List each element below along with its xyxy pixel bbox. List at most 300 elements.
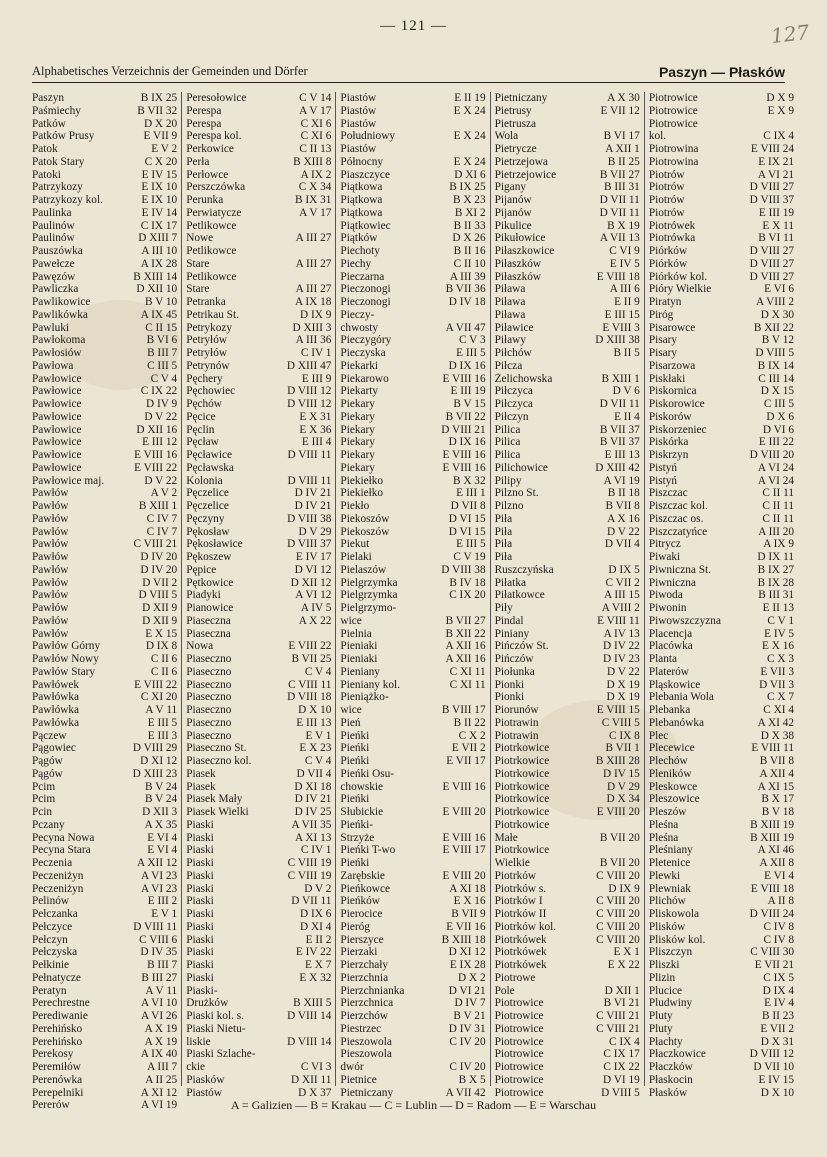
place-name: Piekło bbox=[340, 500, 370, 512]
map-code: C IX 17 bbox=[140, 219, 178, 232]
place-name: Piotrkowice bbox=[494, 767, 550, 780]
index-entry bbox=[32, 296, 177, 309]
place-name: Małe bbox=[494, 831, 518, 844]
place-name: Piotrkowice bbox=[494, 793, 550, 806]
place-name: Pisary bbox=[648, 334, 678, 347]
map-code: D IX 16 bbox=[448, 436, 486, 449]
map-code: A III 20 bbox=[758, 525, 795, 538]
place-name: Południowy bbox=[340, 130, 396, 143]
place-name: Piwonin bbox=[648, 602, 687, 614]
map-code: C II 6 bbox=[150, 653, 178, 665]
place-name: Piastów bbox=[340, 117, 377, 130]
place-name: Płachty bbox=[648, 1035, 683, 1048]
place-name: Pcin bbox=[32, 806, 53, 818]
place-name: Petrynów bbox=[186, 359, 230, 372]
index-entry bbox=[340, 704, 485, 717]
map-code bbox=[329, 462, 331, 475]
index-entry bbox=[186, 653, 331, 666]
index-column bbox=[182, 92, 336, 1099]
place-name: Piaski kol. s. bbox=[186, 1010, 244, 1022]
place-name: Pętkowice bbox=[186, 576, 234, 589]
place-name: Pleskowce bbox=[648, 780, 698, 793]
index-entry bbox=[32, 908, 177, 921]
place-name: Piotrków II bbox=[494, 908, 547, 920]
place-name: Piórków bbox=[648, 257, 688, 270]
map-code: E VII 21 bbox=[754, 959, 795, 971]
index-entry bbox=[495, 258, 640, 271]
index-entry bbox=[649, 921, 794, 934]
place-name: Piłchów bbox=[494, 347, 532, 359]
index-entry bbox=[495, 870, 640, 883]
index-entry bbox=[186, 997, 331, 1010]
place-name: Piniany bbox=[494, 627, 530, 640]
place-name: Petryłów bbox=[186, 347, 227, 359]
index-entry bbox=[649, 449, 794, 462]
place-name: Piątkowa bbox=[340, 206, 383, 219]
map-code: D VIII 11 bbox=[287, 449, 332, 461]
place-name: Pierzchnica bbox=[340, 997, 394, 1010]
map-code: D VII 10 bbox=[753, 1061, 795, 1073]
index-entry bbox=[495, 513, 640, 526]
place-name: Pietrusza bbox=[494, 117, 537, 130]
map-code bbox=[329, 220, 331, 233]
index-entry bbox=[340, 908, 485, 921]
map-code: C IX 8 bbox=[609, 729, 640, 742]
index-entry bbox=[186, 1061, 331, 1074]
index-entry bbox=[495, 1036, 640, 1049]
place-name: Piekut bbox=[340, 538, 370, 551]
map-code: A XI 18 bbox=[449, 882, 486, 895]
place-name: Piaseczno bbox=[186, 665, 232, 678]
map-code: E VIII 24 bbox=[750, 143, 795, 155]
place-name: Pawłosiów bbox=[32, 347, 82, 359]
index-entry bbox=[649, 334, 794, 347]
index-entry bbox=[649, 844, 794, 857]
map-code: C X 3 bbox=[767, 653, 795, 665]
map-code: C XI 11 bbox=[449, 678, 486, 691]
index-entry bbox=[495, 730, 640, 743]
map-code: D VIII 5 bbox=[601, 1086, 640, 1099]
place-name: Pawłowice bbox=[32, 385, 82, 398]
place-name: Piekarty bbox=[340, 385, 379, 398]
index-entry bbox=[649, 602, 794, 615]
index-entry bbox=[340, 207, 485, 220]
map-code: E VIII 16 bbox=[442, 372, 486, 385]
index-entry bbox=[32, 538, 177, 551]
place-name: Pielaki bbox=[340, 551, 372, 563]
map-code: C II 11 bbox=[762, 500, 795, 512]
map-code: D VIII 20 bbox=[749, 449, 795, 461]
index-entry bbox=[340, 666, 485, 679]
index-entry bbox=[495, 551, 640, 564]
map-code: D VIII 29 bbox=[132, 742, 178, 755]
place-name: Pierzchnia bbox=[340, 971, 389, 984]
map-code: E III 22 bbox=[758, 436, 795, 449]
index-entry bbox=[649, 679, 794, 692]
map-code: B XII 22 bbox=[445, 627, 486, 640]
place-name: Pawłowice bbox=[32, 423, 82, 436]
place-name: wice bbox=[340, 704, 362, 716]
map-code: A X 19 bbox=[144, 1022, 178, 1035]
index-entry bbox=[649, 538, 794, 551]
place-name: Perechrestne bbox=[32, 997, 90, 1010]
index-entry bbox=[186, 819, 331, 832]
place-name: Patków bbox=[32, 117, 66, 130]
place-name: Petryłów bbox=[186, 334, 227, 347]
map-code: C II 13 bbox=[299, 143, 332, 155]
map-code: C V 14 bbox=[299, 92, 332, 104]
index-entry bbox=[32, 781, 177, 794]
place-name: Pawłów bbox=[32, 602, 69, 614]
place-name: Piaski Szlache- bbox=[186, 1048, 256, 1061]
index-entry bbox=[32, 640, 177, 653]
index-entry bbox=[340, 819, 485, 832]
place-name: Piorunów bbox=[494, 704, 539, 716]
map-code: C III 5 bbox=[763, 398, 795, 410]
place-name: Piotrów bbox=[648, 194, 685, 206]
index-entry bbox=[649, 360, 794, 373]
index-entry bbox=[495, 424, 640, 437]
index-entry bbox=[340, 194, 485, 207]
index-entry bbox=[649, 1010, 794, 1023]
place-name: Pelinów bbox=[32, 895, 70, 908]
index-entry bbox=[32, 972, 177, 985]
index-entry bbox=[495, 844, 640, 857]
index-entry bbox=[340, 628, 485, 641]
index-entry bbox=[186, 972, 331, 985]
map-code: C V 4 bbox=[304, 755, 332, 767]
map-code: E IV 4 bbox=[764, 997, 795, 1010]
map-code: A XII 4 bbox=[759, 767, 795, 780]
place-name: Piątkowa bbox=[340, 181, 383, 194]
place-name: Pęcławska bbox=[186, 461, 234, 474]
index-entry bbox=[340, 551, 485, 564]
place-name: Piastów bbox=[186, 1086, 222, 1099]
index-entry bbox=[649, 819, 794, 832]
index-entry bbox=[340, 385, 485, 398]
map-code: B VII 8 bbox=[759, 755, 795, 767]
index-entry bbox=[649, 245, 794, 258]
place-name: Plisków bbox=[648, 920, 686, 933]
map-code: A XI 46 bbox=[757, 844, 795, 857]
index-entry bbox=[649, 513, 794, 526]
place-name: Pietrzejowa bbox=[494, 155, 548, 168]
place-name: Piłcza bbox=[494, 359, 523, 372]
place-name: Pole bbox=[494, 984, 515, 997]
index-entry bbox=[649, 666, 794, 679]
map-code: E VII 17 bbox=[446, 755, 486, 767]
place-name: Pełczyce bbox=[32, 920, 73, 933]
map-code: E VI 4 bbox=[147, 844, 178, 857]
map-code: B V 15 bbox=[453, 398, 486, 410]
place-name: Pleników bbox=[648, 767, 692, 780]
place-name: Pauszówka bbox=[32, 245, 83, 257]
place-name: Pękosław bbox=[186, 525, 230, 538]
index-entry bbox=[32, 1074, 177, 1087]
map-code: B X 5 bbox=[458, 1073, 486, 1086]
place-name: Piłatka bbox=[494, 576, 526, 589]
map-code: D VIII 37 bbox=[287, 538, 332, 551]
index-entry bbox=[495, 946, 640, 959]
index-entry bbox=[649, 487, 794, 500]
map-code: C IV 8 bbox=[763, 920, 795, 933]
map-code: E VIII 20 bbox=[596, 806, 640, 818]
place-name: Piaseczno bbox=[186, 653, 232, 665]
place-name: Piła bbox=[494, 538, 513, 551]
place-name: Pęczelice bbox=[186, 487, 229, 500]
map-code: D VII 11 bbox=[599, 206, 640, 219]
map-code: B XIII 28 bbox=[595, 755, 640, 767]
map-code: A IX 18 bbox=[295, 296, 332, 308]
place-name: Piskórka bbox=[648, 436, 689, 449]
index-entry bbox=[495, 487, 640, 500]
index-entry bbox=[340, 755, 485, 768]
map-code: C II 10 bbox=[453, 257, 486, 270]
map-code: E VII 2 bbox=[451, 742, 486, 755]
place-name: Nowe bbox=[186, 232, 214, 245]
map-code: D XII 3 bbox=[142, 806, 178, 818]
index-entry bbox=[495, 118, 640, 131]
place-name: Plichów bbox=[648, 895, 686, 908]
map-code: A II 25 bbox=[145, 1073, 178, 1086]
place-name: Pawłowa bbox=[32, 359, 74, 372]
place-name: Piwoda bbox=[648, 589, 683, 602]
index-entry bbox=[340, 883, 485, 896]
index-entry bbox=[495, 742, 640, 755]
index-entry bbox=[495, 819, 640, 832]
place-name: Piotrawin bbox=[494, 716, 539, 729]
index-column bbox=[28, 92, 182, 1112]
index-entry bbox=[649, 934, 794, 947]
map-code: C X 34 bbox=[298, 181, 332, 194]
place-name: Peremiłów bbox=[32, 1061, 81, 1073]
index-entry bbox=[186, 156, 331, 169]
map-code: D XIII 42 bbox=[595, 461, 640, 474]
map-code: B II 33 bbox=[453, 219, 486, 232]
map-code: D V 29 bbox=[606, 780, 640, 793]
map-code: B IX 27 bbox=[757, 563, 795, 576]
map-code: C II 15 bbox=[145, 321, 178, 334]
map-code: D X 34 bbox=[606, 793, 640, 806]
map-code: D VIII 37 bbox=[749, 194, 795, 206]
map-code: E VIII 16 bbox=[442, 461, 486, 474]
index-entry bbox=[340, 436, 485, 449]
map-code: D VIII 24 bbox=[749, 908, 795, 920]
place-name: Pieczyska bbox=[340, 347, 386, 359]
index-entry bbox=[186, 526, 331, 539]
place-name: Pawłowice bbox=[32, 436, 82, 449]
place-name: Pietrzejowice bbox=[494, 168, 557, 181]
place-name: Pawłowice bbox=[32, 398, 82, 410]
index-entry bbox=[495, 385, 640, 398]
map-code: D VIII 14 bbox=[287, 1010, 332, 1022]
place-name: Piekary bbox=[340, 423, 375, 436]
place-name: Pęcław bbox=[186, 436, 219, 449]
index-entry bbox=[340, 322, 485, 335]
place-name: Piechy bbox=[340, 257, 372, 270]
place-name: Pawłów bbox=[32, 576, 69, 589]
index-entry bbox=[340, 130, 485, 143]
map-code: B XI 2 bbox=[454, 206, 486, 219]
place-name: Pecyna Nowa bbox=[32, 831, 95, 844]
map-code: D XI 12 bbox=[140, 755, 178, 767]
place-name: Pieńków bbox=[340, 895, 380, 908]
map-code: E VIII 11 bbox=[597, 614, 640, 627]
map-code: A VII 42 bbox=[445, 1086, 486, 1099]
index-entry bbox=[32, 844, 177, 857]
place-name: Piaski bbox=[186, 959, 214, 971]
place-name: Piekoszów bbox=[340, 525, 390, 538]
place-name: Drużków bbox=[186, 997, 229, 1010]
map-code: D IX 9 bbox=[300, 308, 332, 321]
map-code: C XI 4 bbox=[763, 704, 795, 716]
map-code: B X 23 bbox=[452, 194, 486, 206]
index-entry bbox=[186, 513, 331, 526]
map-code: B IV 18 bbox=[449, 576, 486, 589]
map-code: B XIII 18 bbox=[441, 933, 486, 946]
map-code: E X 16 bbox=[453, 895, 486, 908]
place-name: Pieniany bbox=[340, 665, 380, 678]
index-entry bbox=[649, 564, 794, 577]
place-name: Pilica bbox=[494, 449, 521, 461]
index-entry bbox=[186, 640, 331, 653]
map-code: E V 2 bbox=[151, 143, 178, 155]
index-entry bbox=[32, 424, 177, 437]
index-entry bbox=[649, 462, 794, 475]
index-entry bbox=[495, 653, 640, 666]
place-name: Piotrowe bbox=[494, 971, 536, 984]
map-code: D VIII 38 bbox=[287, 512, 332, 525]
place-name: Pawliczka bbox=[32, 283, 79, 296]
index-entry bbox=[340, 220, 485, 233]
place-name: Pęczelice bbox=[186, 500, 229, 512]
place-name: Pielgrzymka bbox=[340, 589, 398, 602]
index-entry bbox=[495, 169, 640, 182]
index-entry bbox=[649, 169, 794, 182]
place-name: Piotrów bbox=[648, 181, 685, 194]
place-name: Pieńki T-wo bbox=[340, 844, 396, 857]
place-name: Pietnice bbox=[340, 1073, 377, 1086]
map-code: A IX 45 bbox=[140, 308, 178, 321]
map-code: A XI 42 bbox=[757, 716, 795, 729]
place-name: Piaski bbox=[186, 920, 214, 933]
index-entry bbox=[649, 105, 794, 118]
index-entry bbox=[495, 768, 640, 781]
place-name: Strzyże bbox=[340, 831, 375, 844]
index-entry bbox=[649, 373, 794, 386]
running-head bbox=[32, 60, 785, 83]
place-name: Pierzaki bbox=[340, 946, 378, 959]
index-column bbox=[336, 92, 490, 1099]
map-code: D VII 2 bbox=[142, 576, 178, 589]
place-name: Piątków bbox=[340, 232, 378, 245]
place-name: Piaski bbox=[186, 946, 214, 959]
index-entry bbox=[32, 666, 177, 679]
place-name: Pielaszów bbox=[340, 563, 387, 576]
map-code: E X 1 bbox=[613, 946, 640, 959]
index-entry bbox=[340, 181, 485, 194]
place-name: Piłatkowce bbox=[494, 589, 545, 602]
index-entry bbox=[186, 424, 331, 437]
map-code: D XII 10 bbox=[136, 283, 178, 296]
map-code: B VII 37 bbox=[599, 436, 640, 449]
index-entry bbox=[340, 245, 485, 258]
place-name: Piotrowice bbox=[494, 1035, 544, 1048]
index-entry bbox=[495, 475, 640, 488]
map-code: D V 22 bbox=[606, 525, 640, 538]
map-code: D VIII 5 bbox=[755, 347, 795, 359]
place-name: Pawłów bbox=[32, 627, 69, 640]
index-entry bbox=[340, 832, 485, 845]
index-entry bbox=[186, 449, 331, 462]
place-name: Placencja bbox=[648, 627, 693, 640]
place-name: Perła bbox=[186, 155, 210, 168]
index-entry bbox=[32, 347, 177, 360]
index-entry bbox=[495, 271, 640, 284]
place-name: Piła bbox=[494, 512, 513, 525]
map-code: D VIII 12 bbox=[749, 1048, 795, 1061]
index-entry bbox=[340, 143, 485, 156]
map-code bbox=[329, 985, 331, 998]
map-code: D XI 6 bbox=[454, 168, 486, 181]
map-code: C IV 7 bbox=[146, 525, 178, 538]
place-name: Piasek Wielki bbox=[186, 806, 249, 818]
index-entry bbox=[340, 921, 485, 934]
place-name: Perenówka bbox=[32, 1073, 83, 1086]
map-code: A VII 47 bbox=[445, 321, 486, 334]
index-entry bbox=[186, 628, 331, 641]
place-name: Pilica bbox=[494, 423, 521, 436]
index-entry bbox=[32, 334, 177, 347]
map-code: E VII 16 bbox=[446, 920, 486, 933]
index-entry bbox=[495, 691, 640, 704]
index-entry bbox=[649, 296, 794, 309]
index-entry bbox=[495, 704, 640, 717]
place-name: dwór bbox=[340, 1061, 364, 1073]
map-code: A IX 2 bbox=[300, 168, 332, 181]
place-name: Petlikowce bbox=[186, 219, 237, 232]
map-code: C IV 1 bbox=[300, 347, 332, 359]
index-entry bbox=[649, 832, 794, 845]
map-code: E III 5 bbox=[147, 716, 178, 729]
map-code: E VIII 17 bbox=[442, 844, 486, 857]
map-code: D VII 11 bbox=[599, 398, 640, 410]
place-name: Pączew bbox=[32, 729, 67, 742]
place-name: Pieńki Osu- bbox=[340, 767, 395, 780]
place-name: Pawłów bbox=[32, 563, 69, 576]
index-entry bbox=[495, 334, 640, 347]
index-entry bbox=[495, 640, 640, 653]
map-code: C VIII 11 bbox=[288, 678, 332, 691]
map-code: E III 19 bbox=[450, 385, 486, 398]
index-entry bbox=[32, 997, 177, 1010]
index-entry bbox=[649, 997, 794, 1010]
index-entry bbox=[186, 806, 331, 819]
place-name: Pieńki bbox=[340, 742, 370, 755]
map-code: C VII 2 bbox=[605, 576, 640, 589]
place-name: Pluty bbox=[648, 1022, 673, 1035]
place-name: Patok bbox=[32, 143, 58, 155]
map-code: D XII 1 bbox=[604, 984, 640, 997]
place-name: Piechoty bbox=[340, 245, 380, 257]
place-name: Pieńki- bbox=[340, 818, 374, 831]
index-entry bbox=[186, 589, 331, 602]
map-code: D VI 12 bbox=[294, 563, 332, 576]
index-entry bbox=[340, 92, 485, 105]
index-entry bbox=[649, 258, 794, 271]
index-entry bbox=[495, 220, 640, 233]
index-entry bbox=[340, 411, 485, 424]
